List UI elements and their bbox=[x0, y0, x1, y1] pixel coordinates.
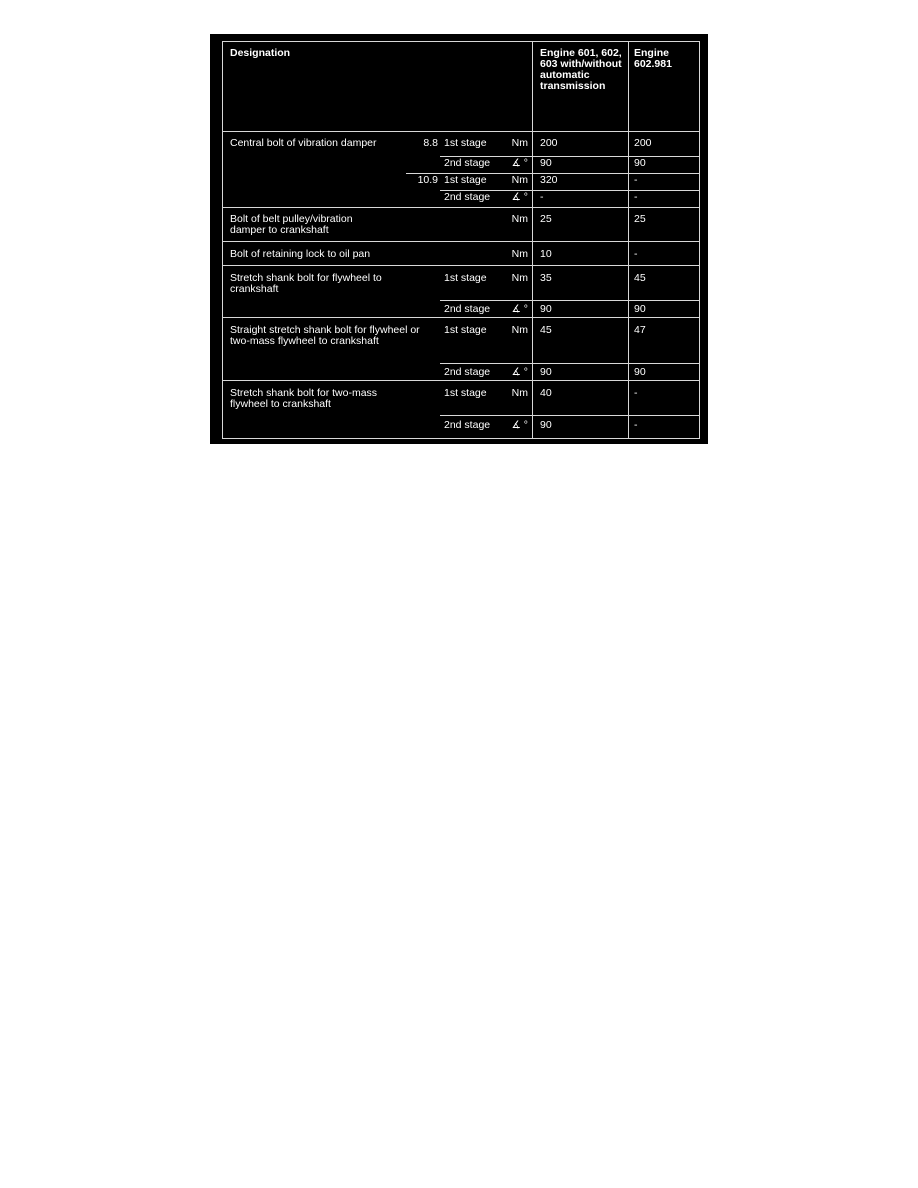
value-engine-b: 90 bbox=[634, 366, 646, 378]
rule-row-9 bbox=[440, 363, 700, 364]
value-engine-a: 320 bbox=[540, 174, 558, 186]
designation-cell: Stretch shank bolt for two-mass flywheel to crankshaft bbox=[230, 387, 378, 410]
grade-cell: 10.9 bbox=[417, 174, 438, 186]
value-engine-a: 25 bbox=[540, 213, 552, 225]
torque-table bbox=[222, 41, 700, 439]
value-engine-b: 45 bbox=[634, 272, 646, 284]
stage-cell: 1st stage bbox=[444, 174, 487, 186]
unit-cell: Nm bbox=[511, 213, 528, 225]
unit-cell: ∡ ° bbox=[511, 191, 528, 203]
value-engine-a: - bbox=[540, 191, 544, 203]
unit-cell: Nm bbox=[511, 324, 528, 336]
unit-cell: ∡ ° bbox=[511, 157, 528, 169]
rule-row-6 bbox=[222, 265, 700, 266]
value-engine-b: 47 bbox=[634, 324, 646, 336]
value-engine-a: 200 bbox=[540, 137, 558, 149]
value-engine-b: - bbox=[634, 191, 638, 203]
value-engine-a: 90 bbox=[540, 157, 552, 169]
designation-cell: Stretch shank bolt for flywheel to crankshaft bbox=[230, 272, 382, 295]
value-engine-a: 90 bbox=[540, 366, 552, 378]
value-engine-a: 90 bbox=[540, 419, 552, 431]
unit-cell: Nm bbox=[511, 174, 528, 186]
stage-cell: 2nd stage bbox=[444, 366, 491, 378]
stage-cell: 1st stage bbox=[444, 272, 487, 284]
header-designation: Designation bbox=[230, 47, 291, 59]
stage-cell: 1st stage bbox=[444, 324, 487, 336]
value-engine-a: 45 bbox=[540, 324, 552, 336]
value-engine-a: 90 bbox=[540, 303, 552, 315]
stage-cell: 2nd stage bbox=[444, 419, 491, 431]
value-engine-b: 90 bbox=[634, 157, 646, 169]
stage-cell: 2nd stage bbox=[444, 303, 491, 315]
value-engine-b: - bbox=[634, 248, 638, 260]
value-engine-b: - bbox=[634, 387, 638, 399]
designation-cell: Straight stretch shank bolt for flywheel or two-mass flywheel to crankshaft bbox=[230, 324, 420, 347]
rule-header bbox=[222, 131, 700, 132]
designation-cell: Central bolt of vibration damper bbox=[230, 137, 377, 149]
unit-cell: Nm bbox=[511, 272, 528, 284]
unit-cell: Nm bbox=[511, 387, 528, 399]
value-engine-b: 25 bbox=[634, 213, 646, 225]
rule-row-5 bbox=[222, 241, 700, 242]
rule-row-10 bbox=[222, 380, 700, 381]
scanned-table-image bbox=[210, 34, 708, 444]
stage-cell: 2nd stage bbox=[444, 157, 491, 169]
rule-row-8 bbox=[222, 317, 700, 318]
unit-cell: ∡ ° bbox=[511, 419, 528, 431]
unit-cell: Nm bbox=[511, 137, 528, 149]
grade-cell: 8.8 bbox=[423, 137, 438, 149]
rule-row-11 bbox=[440, 415, 700, 416]
value-engine-a: 40 bbox=[540, 387, 552, 399]
stage-cell: 2nd stage bbox=[444, 191, 491, 203]
header-engine-a: Engine 601, 602, 603 with/without automatic transmission bbox=[540, 47, 622, 92]
rule-row-7 bbox=[440, 300, 700, 301]
unit-cell: ∡ ° bbox=[511, 366, 528, 378]
stage-cell: 1st stage bbox=[444, 387, 487, 399]
value-engine-a: 35 bbox=[540, 272, 552, 284]
value-engine-b: - bbox=[634, 174, 638, 186]
rule-row-4 bbox=[222, 207, 700, 208]
value-engine-b: 200 bbox=[634, 137, 652, 149]
header-engine-b: Engine 602.981 bbox=[634, 47, 672, 70]
unit-cell: Nm bbox=[511, 248, 528, 260]
value-engine-a: 10 bbox=[540, 248, 552, 260]
unit-cell: ∡ ° bbox=[511, 303, 528, 315]
value-engine-b: 90 bbox=[634, 303, 646, 315]
value-engine-b: - bbox=[634, 419, 638, 431]
stage-cell: 1st stage bbox=[444, 137, 487, 149]
designation-cell: Bolt of belt pulley/vibration damper to crankshaft bbox=[230, 213, 353, 236]
designation-cell: Bolt of retaining lock to oil pan bbox=[230, 248, 371, 260]
